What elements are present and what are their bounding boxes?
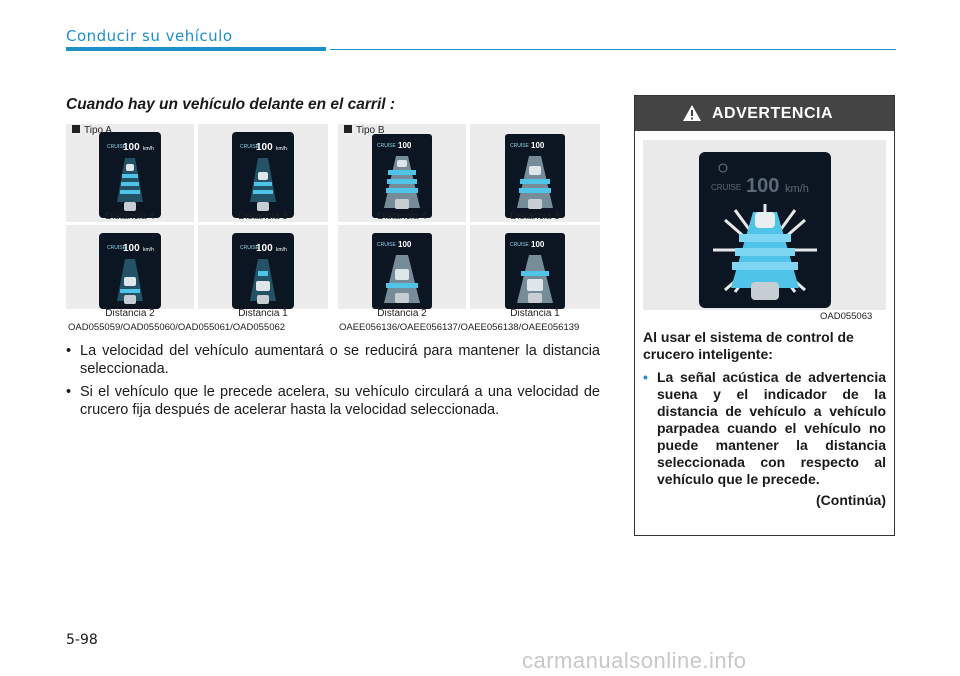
svg-text:CRUISE: CRUISE: [377, 242, 396, 248]
panel-b-distancia-1: [470, 225, 600, 309]
warning-image: [643, 140, 886, 310]
panel-b-distancia-4: [338, 124, 466, 222]
cluster-display: [232, 233, 294, 309]
cluster-display: [505, 134, 565, 218]
square-bullet-icon: [72, 125, 80, 133]
distance-label: Distancia 3: [510, 211, 560, 222]
svg-text:100: 100: [398, 141, 412, 150]
svg-text:CRUISE: CRUISE: [107, 144, 126, 150]
header-rule-thick: [66, 47, 326, 51]
square-bullet-icon: [344, 125, 352, 133]
warning-item: • La señal acústica de advertencia suena y el indicador de la distancia de vehículo a vehículo parpadea cuando el vehículo no puede mantener la distancia seleccionada con respecto al vehículo que le precede.: [643, 369, 886, 488]
distance-label: Distancia 4: [377, 211, 427, 222]
cluster-display: [232, 132, 294, 218]
warning-title: ADVERTENCIA: [711, 105, 834, 122]
panel-b-distancia-2: [338, 225, 466, 309]
svg-text:100: 100: [531, 240, 545, 249]
watermark: carmanualsonline.info: [522, 648, 747, 673]
svg-text:CRUISE: CRUISE: [510, 143, 529, 149]
warning-text: [643, 329, 886, 509]
warning-intro: Al usar el sistema de control de crucero inteligente:: [643, 329, 854, 362]
panel-a-distancia-3: [198, 124, 328, 222]
distance-label: Distancia 1: [238, 308, 288, 319]
distance-label: Distancia 2: [377, 308, 427, 319]
cluster-display: [372, 134, 432, 218]
svg-text:km/h: km/h: [785, 183, 809, 195]
distance-label: Distancia 4: [105, 211, 155, 222]
bullet-list: [66, 342, 600, 424]
svg-text:CRUISE: CRUISE: [510, 242, 529, 248]
continua-label: (Continúa): [816, 492, 886, 508]
sub-heading: Cuando hay un vehículo delante en el carril :: [66, 96, 396, 113]
cluster-display: [372, 233, 432, 309]
svg-text:CRUISE: CRUISE: [107, 245, 126, 251]
cluster-display: [99, 233, 161, 309]
header-rule-thin: [330, 49, 896, 50]
svg-text:100: 100: [531, 141, 545, 150]
distance-label: Distancia 3: [238, 211, 288, 222]
cluster-display: [99, 132, 161, 218]
panel-a-distancia-2: [66, 225, 194, 309]
svg-text:CRUISE: CRUISE: [240, 144, 259, 150]
svg-text:km/h: km/h: [143, 247, 154, 253]
list-item: • Si el vehículo que le precede acelera, su vehículo circulará a una velocidad de crucero fija después de acelerar hasta la velocidad seleccionada.: [66, 383, 600, 419]
list-item: • La velocidad del vehículo aumentará o se reducirá para mantener la distancia seleccionada.: [66, 342, 600, 378]
speed-readout: 100: [123, 142, 140, 153]
figure-tipo-b: [338, 124, 600, 321]
tipo-b-label: Tipo B: [344, 125, 385, 136]
svg-text:100: 100: [123, 243, 140, 254]
svg-text:100: 100: [398, 240, 412, 249]
svg-text:CRUISE: CRUISE: [377, 143, 396, 149]
svg-text:CRUISE: CRUISE: [240, 245, 259, 251]
svg-text:CRUISE: CRUISE: [711, 183, 742, 192]
svg-text:km/h: km/h: [276, 146, 287, 152]
distance-label: Distancia 2: [105, 308, 155, 319]
panel-a-distancia-1: [198, 225, 328, 309]
figure-a-code: OAD055059/OAD055060/OAD055061/OAD055062: [68, 322, 286, 333]
distance-label: Distancia 1: [510, 308, 560, 319]
svg-text:100: 100: [256, 243, 273, 254]
svg-text:km/h: km/h: [276, 247, 287, 253]
section-title: Conducir su vehículo: [66, 27, 233, 45]
figure-b-code: OAEE056136/OAEE056137/OAEE056138/OAEE056139: [339, 322, 580, 333]
svg-text:100: 100: [746, 175, 780, 197]
tipo-a-label: Tipo A: [72, 125, 112, 136]
panel-b-distancia-3: [470, 124, 600, 222]
figure-tipo-a: [66, 124, 328, 321]
warning-header: [635, 96, 894, 131]
warning-image-code: OAD055063: [820, 311, 873, 322]
panel-a-distancia-4: [66, 124, 194, 222]
svg-text:km/h: km/h: [143, 146, 154, 152]
svg-text:100: 100: [256, 142, 273, 153]
cluster-display: [505, 233, 565, 309]
page-number: 5-98: [66, 632, 98, 648]
